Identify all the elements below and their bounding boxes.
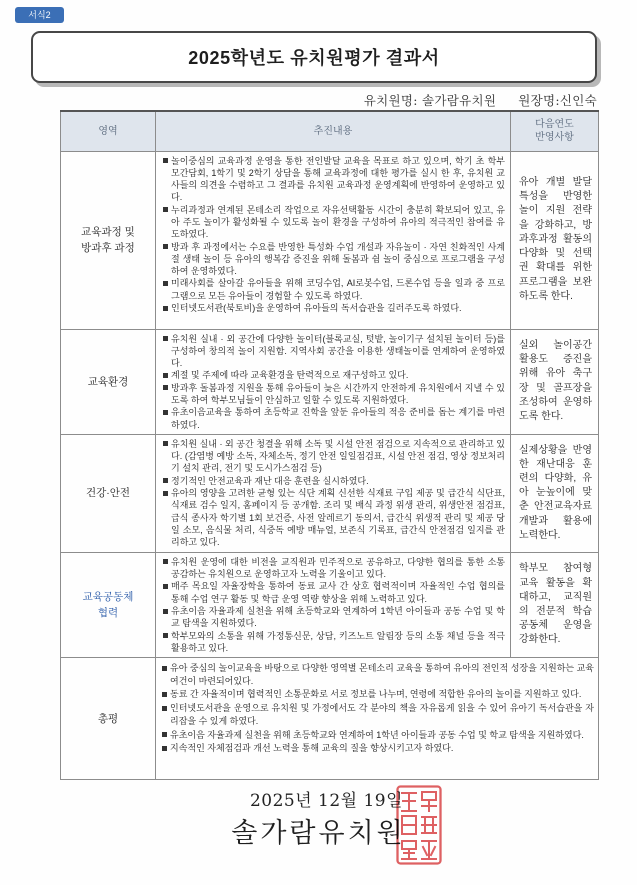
list-item: 매주 목요일 자율장학을 통하여 동료 교사 간 상호 협력적이며 자율적인 수업 협의를 통해 수업 연구 활동 및 학급 운영 역량 향상을 위해 노력하고 있다. xyxy=(162,580,505,605)
bullet-list xyxy=(162,556,505,654)
list-item: 누리과정과 연계된 몬테소리 작업으로 자유선택활동 시간이 충분히 확보되어 있고, 유아 주도 놀이가 활성화될 수 있도록 놀이 환경을 구성하여 유아의 적극적인 참여를 유도하였다. xyxy=(162,204,505,241)
evaluation-table xyxy=(60,110,599,780)
list-item: 유초이음 자율과제 실천을 위해 초등학교와 연계하여 1학년 아이들과 공동 수업 및 학교 탐색을 지원하였다. xyxy=(161,729,594,741)
table-row xyxy=(61,434,599,552)
table-row xyxy=(61,329,599,434)
summary-content-cell xyxy=(156,658,599,780)
list-item: 유치원 실내 · 외 공간 청결을 위해 소독 및 시설 안전 점검으로 지속적으로 관리하고 있다. (감염병 예방 소독, 자체소독, 정기 안전 일일점검표, 시설 안전 점검, 영상 정보처리기 설치 관리, 전기 및 도시가스점검 등) xyxy=(162,438,505,475)
bullet-list xyxy=(162,333,505,431)
area-label: 건강·안전 xyxy=(61,434,156,552)
list-item: 방과후 돌봄과정 지원을 통해 유아들이 늦은 시간까지 안전하게 유치원에서 지낼 수 있도록 하여 학부모님들이 안심하고 일할 수 있도록 지원하였다. xyxy=(162,382,505,407)
list-item: 미래사회를 살아갈 유아들을 위해 코딩수업, AI로봇수업, 드론수업 등을 일과 중 프로그램으로 모든 유아들이 경험할 수 있도록 하였다. xyxy=(162,277,505,302)
official-seal xyxy=(396,785,442,865)
issue-date: 2025년 12월 19일 xyxy=(249,791,404,811)
bullet-list xyxy=(161,662,594,754)
table-header-row xyxy=(61,111,599,151)
header-next-year: 다음연도 반영사항 xyxy=(511,111,599,151)
kindergarten-name: 유치원명: 솔가람유치원 xyxy=(363,93,497,108)
list-item: 유초이음교육을 통하여 초등학교 진학을 앞둔 유아들의 적응 준비를 돕는 계기를 마련하였다. xyxy=(162,406,505,431)
list-item: 유초이음 자율과제 실천을 위해 초등학교와 연계하여 1학년 아이들과 공동 수업 및 학교 탐색을 지원하였다. xyxy=(162,605,505,630)
organization-name: 솔가람유치원 xyxy=(231,818,406,849)
list-item: 유치원 운영에 대한 비전을 교직원과 민주적으로 공유하고, 다양한 협의를 통한 소통 공감하는 유치원으로 운영하고자 노력을 기울이고 있다. xyxy=(162,556,505,581)
header-area: 영역 xyxy=(61,111,156,151)
content-cell xyxy=(156,552,511,657)
list-item: 유아 중심의 놀이교육을 바탕으로 다양한 영역별 몬테소리 교육을 통하여 유아의 전인적 성장을 지원하는 교육여건이 마련되어있다. xyxy=(161,662,594,687)
content-cell xyxy=(156,151,511,329)
list-item: 방과 후 과정에서는 수요를 반영한 특성화 수업 개설과 자유놀이 · 자연 친화적인 사계절 생태 놀이 등 유아의 행복감 증진을 위해 돌봄과 쉼 놀이 중심으로 프로그램을 구성하여 운영하였다. xyxy=(162,241,505,278)
content-cell xyxy=(156,329,511,434)
bullet-list xyxy=(162,438,505,549)
principal-name: 원장명:신인숙 xyxy=(518,93,597,108)
list-item: 지속적인 자체점검과 개선 노력을 통해 교육의 질을 향상시키고자 하였다. xyxy=(161,742,594,754)
list-item: 인터넷도서관(북토비)을 운영하여 유아들의 독서습관을 길러주도록 하였다. xyxy=(162,302,505,314)
list-item: 계절 및 주제에 따라 교육환경을 탄력적으로 재구성하고 있다. xyxy=(162,369,505,381)
next-year-cell: 실제상황을 반영한 재난대응 훈련의 다양화, 유아 눈높이에 맞춘 안전교육자료 개발과 활용에 노력한다. xyxy=(511,434,599,552)
list-item: 정기적인 안전교육과 재난 대응 훈련을 실시하였다. xyxy=(162,475,505,487)
list-item: 유아의 영양을 고려한 균형 있는 식단 계획 신선한 식재료 구입 제공 및 급간식 식단표, 식재료 검수 일지, 홈페이지 등 공개함. 조리 및 배식 과정 위생 관리, 위생안전 점검표, 급식 종사자 학기별 1회 보건증, 사전 알레르기 동의서, 급간식 위생적 관리 및 제공 당일 소모, 음식물 처리, 식중독 예방 매뉴얼, 보존식 기록표, 급간식 안전점검 일지를 관리하고 있다. xyxy=(162,487,505,548)
list-item: 놀이중심의 교육과정 운영을 통한 전인발달 교육을 목표로 하고 있으며, 학기 초 학부모간담회, 1학기 및 2학기 상담을 통해 교육과정에 대한 평가를 실시 한 후, 유치원 교사들의 의견을 수렴하고 그 결과를 유치원 교육과정 운영계획에 반영하여 운영하고 있다. xyxy=(162,155,505,204)
institution-info xyxy=(364,91,597,109)
area-label: 교육과정 및 방과후 과정 xyxy=(61,151,156,329)
table-row xyxy=(61,552,599,657)
document-title: 2025학년도 유치원평가 결과서 xyxy=(188,48,440,68)
next-year-cell: 학부모 참여형 교육 활동을 확대하고, 교직원의 전문적 학습 공동체 운영을 강화한다. xyxy=(511,552,599,657)
area-label: 교육환경 xyxy=(61,329,156,434)
content-cell xyxy=(156,434,511,552)
bullet-list xyxy=(162,155,505,315)
list-item: 유치원 실내 · 외 공간에 다양한 놀이터(블록교실, 텃밭, 놀이기구 설치된 놀이터 등)를 구성하여 창의적 놀이 지원함. 지역사회 공간을 이용한 생태놀이를 연계하여 운영하였다. xyxy=(162,333,505,370)
summary-row xyxy=(61,658,599,780)
title-box xyxy=(31,31,597,83)
summary-label: 총평 xyxy=(61,658,156,780)
next-year-cell: 실외 놀이공간 활용도 증진을 위해 유아 축구장 및 골프장을 조성하여 운영하도록 한다. xyxy=(511,329,599,434)
table-row xyxy=(61,151,599,329)
list-item: 학부모와의 소통을 위해 가정통신문, 상담, 키즈노트 알림장 등의 소통 채널 등을 적극 활용하고 있다. xyxy=(162,630,505,655)
list-item: 동료 간 자율적이며 협력적인 소통문화로 서로 정보를 나누며, 연령에 적합한 유아의 놀이를 지원하고 있다. xyxy=(161,688,594,700)
list-item: 인터넷도서관을 운영으로 유치원 및 가정에서도 각 분야의 책을 자유롭게 읽을 수 있어 유아기 독서습관을 자리잡을 수 있게 하였다. xyxy=(161,702,594,727)
form-number-badge: 서식2 xyxy=(15,7,64,23)
header-content: 추진내용 xyxy=(156,111,511,151)
next-year-cell: 유아 개별 발달 특성을 반영한 놀이 지원 전략을 강화하고, 방과후과정 활동의 다양화 및 선택권 확대를 위한 프로그램을 보완하도록 한다. xyxy=(511,151,599,329)
area-label: 교육공동체 협력 xyxy=(61,552,156,657)
